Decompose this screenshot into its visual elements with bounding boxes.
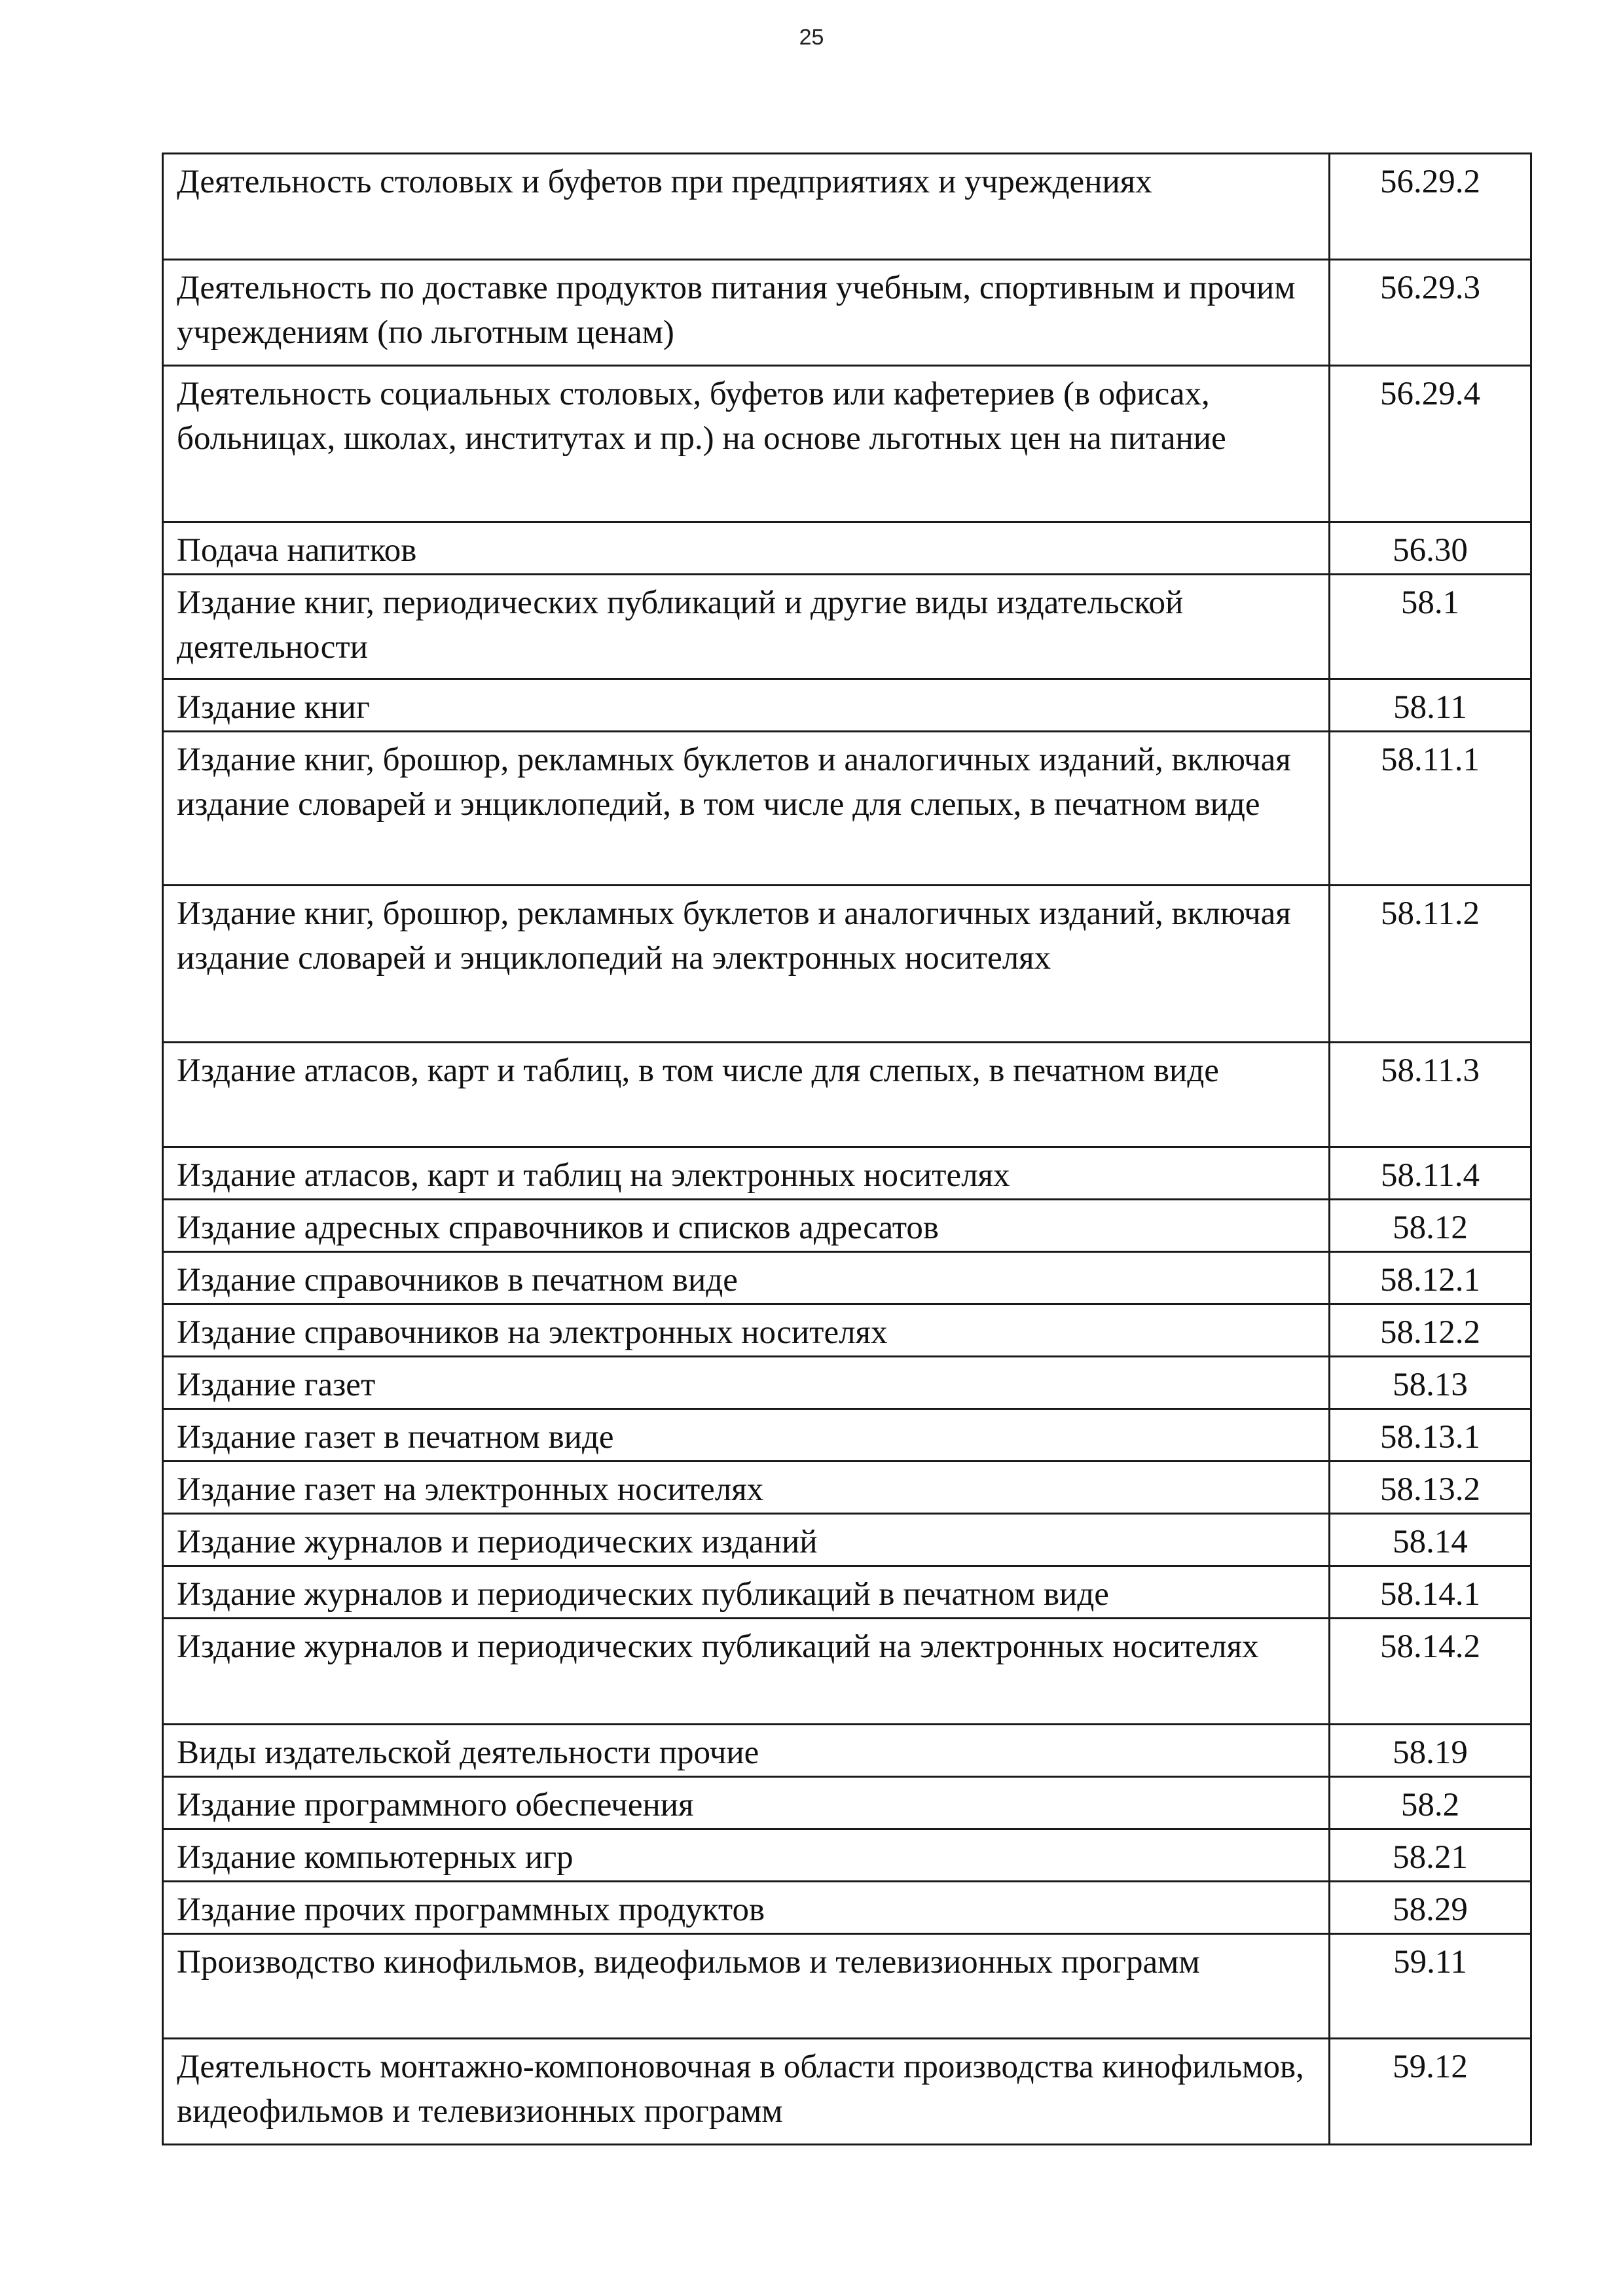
table-row bbox=[163, 1619, 1531, 1725]
activity-code-cell: 59.11 bbox=[1330, 1934, 1531, 2039]
table-row bbox=[163, 732, 1531, 886]
activity-code-cell: 56.29.3 bbox=[1330, 260, 1531, 366]
table-row bbox=[163, 679, 1531, 732]
table-row bbox=[163, 1304, 1531, 1357]
activity-name-cell: Издание атласов, карт и таблиц, в том числе для слепых, в печатном виде bbox=[163, 1043, 1330, 1147]
activity-code-cell: 58.2 bbox=[1330, 1777, 1531, 1829]
activity-name-cell: Издание книг, брошюр, рекламных буклетов и аналогичных изданий, включая издание словарей и энциклопедий на электронных носителях bbox=[163, 886, 1330, 1043]
table-row bbox=[163, 1252, 1531, 1304]
table-row bbox=[163, 1200, 1531, 1252]
table-row bbox=[163, 1566, 1531, 1619]
activity-name-cell: Виды издательской деятельности прочие bbox=[163, 1725, 1330, 1777]
activity-name-cell: Издание компьютерных игр bbox=[163, 1829, 1330, 1882]
table-row bbox=[163, 1462, 1531, 1514]
table-row bbox=[163, 1934, 1531, 2039]
activity-code-cell: 58.12.1 bbox=[1330, 1252, 1531, 1304]
activity-name-cell: Издание атласов, карт и таблиц на электронных носителях bbox=[163, 1147, 1330, 1200]
table-row bbox=[163, 1514, 1531, 1566]
activity-name-cell: Издание журналов и периодических изданий bbox=[163, 1514, 1330, 1566]
activity-name-cell: Производство кинофильмов, видеофильмов и телевизионных программ bbox=[163, 1934, 1330, 2039]
activity-code-cell: 58.11.3 bbox=[1330, 1043, 1531, 1147]
activity-code-cell: 58.12.2 bbox=[1330, 1304, 1531, 1357]
table-row bbox=[163, 1043, 1531, 1147]
activity-code-cell: 58.13 bbox=[1330, 1357, 1531, 1409]
activity-name-cell: Издание книг, периодических публикаций и другие виды издательской деятельности bbox=[163, 575, 1330, 679]
table-row bbox=[163, 1147, 1531, 1200]
table-row bbox=[163, 1829, 1531, 1882]
activity-name-cell: Деятельность столовых и буфетов при предприятиях и учреждениях bbox=[163, 154, 1330, 260]
activity-name-cell: Издание газет на электронных носителях bbox=[163, 1462, 1330, 1514]
activity-code-cell: 58.11 bbox=[1330, 679, 1531, 732]
activity-name-cell: Издание книг bbox=[163, 679, 1330, 732]
activity-code-cell: 58.14.1 bbox=[1330, 1566, 1531, 1619]
table-row bbox=[163, 1777, 1531, 1829]
table-row bbox=[163, 2039, 1531, 2145]
activity-code-cell: 58.12 bbox=[1330, 1200, 1531, 1252]
activity-code-cell: 58.11.2 bbox=[1330, 886, 1531, 1043]
activity-code-cell: 58.11.1 bbox=[1330, 732, 1531, 886]
activity-name-cell: Издание книг, брошюр, рекламных буклетов и аналогичных изданий, включая издание словарей и энциклопедий, в том числе для слепых, в печатном виде bbox=[163, 732, 1330, 886]
table-row bbox=[163, 1409, 1531, 1462]
activity-name-cell: Издание справочников в печатном виде bbox=[163, 1252, 1330, 1304]
activity-name-cell: Издание программного обеспечения bbox=[163, 1777, 1330, 1829]
activity-code-cell: 58.14 bbox=[1330, 1514, 1531, 1566]
table-row bbox=[163, 1357, 1531, 1409]
table-row bbox=[163, 366, 1531, 522]
table-row bbox=[163, 522, 1531, 575]
activity-code-cell: 56.29.4 bbox=[1330, 366, 1531, 522]
activity-code-cell: 58.21 bbox=[1330, 1829, 1531, 1882]
activity-name-cell: Издание газет bbox=[163, 1357, 1330, 1409]
table-row bbox=[163, 260, 1531, 366]
activity-code-cell: 58.19 bbox=[1330, 1725, 1531, 1777]
activity-name-cell: Издание газет в печатном виде bbox=[163, 1409, 1330, 1462]
activity-code-cell: 58.29 bbox=[1330, 1882, 1531, 1934]
activity-name-cell: Издание прочих программных продуктов bbox=[163, 1882, 1330, 1934]
activity-code-cell: 58.13.2 bbox=[1330, 1462, 1531, 1514]
table-row bbox=[163, 1725, 1531, 1777]
activity-name-cell: Издание справочников на электронных носителях bbox=[163, 1304, 1330, 1357]
activity-name-cell: Подача напитков bbox=[163, 522, 1330, 575]
activity-code-cell: 59.12 bbox=[1330, 2039, 1531, 2145]
activity-code-cell: 58.14.2 bbox=[1330, 1619, 1531, 1725]
table-row bbox=[163, 154, 1531, 260]
activity-code-cell: 58.11.4 bbox=[1330, 1147, 1531, 1200]
activity-name-cell: Деятельность по доставке продуктов питания учебным, спортивным и прочим учреждениям (по льготным ценам) bbox=[163, 260, 1330, 366]
table-row bbox=[163, 575, 1531, 679]
table-row bbox=[163, 886, 1531, 1043]
activity-code-cell: 56.29.2 bbox=[1330, 154, 1531, 260]
activity-name-cell: Издание журналов и периодических публикаций на электронных носителях bbox=[163, 1619, 1330, 1725]
activity-codes-table bbox=[162, 152, 1532, 2145]
activity-code-cell: 56.30 bbox=[1330, 522, 1531, 575]
activity-code-cell: 58.13.1 bbox=[1330, 1409, 1531, 1462]
activity-name-cell: Деятельность социальных столовых, буфетов или кафетериев (в офисах, больницах, школах, институтах и пр.) на основе льготных цен на питание bbox=[163, 366, 1330, 522]
table-row bbox=[163, 1882, 1531, 1934]
activity-name-cell: Издание адресных справочников и списков адресатов bbox=[163, 1200, 1330, 1252]
activity-name-cell: Издание журналов и периодических публикаций в печатном виде bbox=[163, 1566, 1330, 1619]
activity-name-cell: Деятельность монтажно-компоновочная в области производства кинофильмов, видеофильмов и телевизионных программ bbox=[163, 2039, 1330, 2145]
page-number: 25 bbox=[799, 25, 824, 50]
activity-code-cell: 58.1 bbox=[1330, 575, 1531, 679]
